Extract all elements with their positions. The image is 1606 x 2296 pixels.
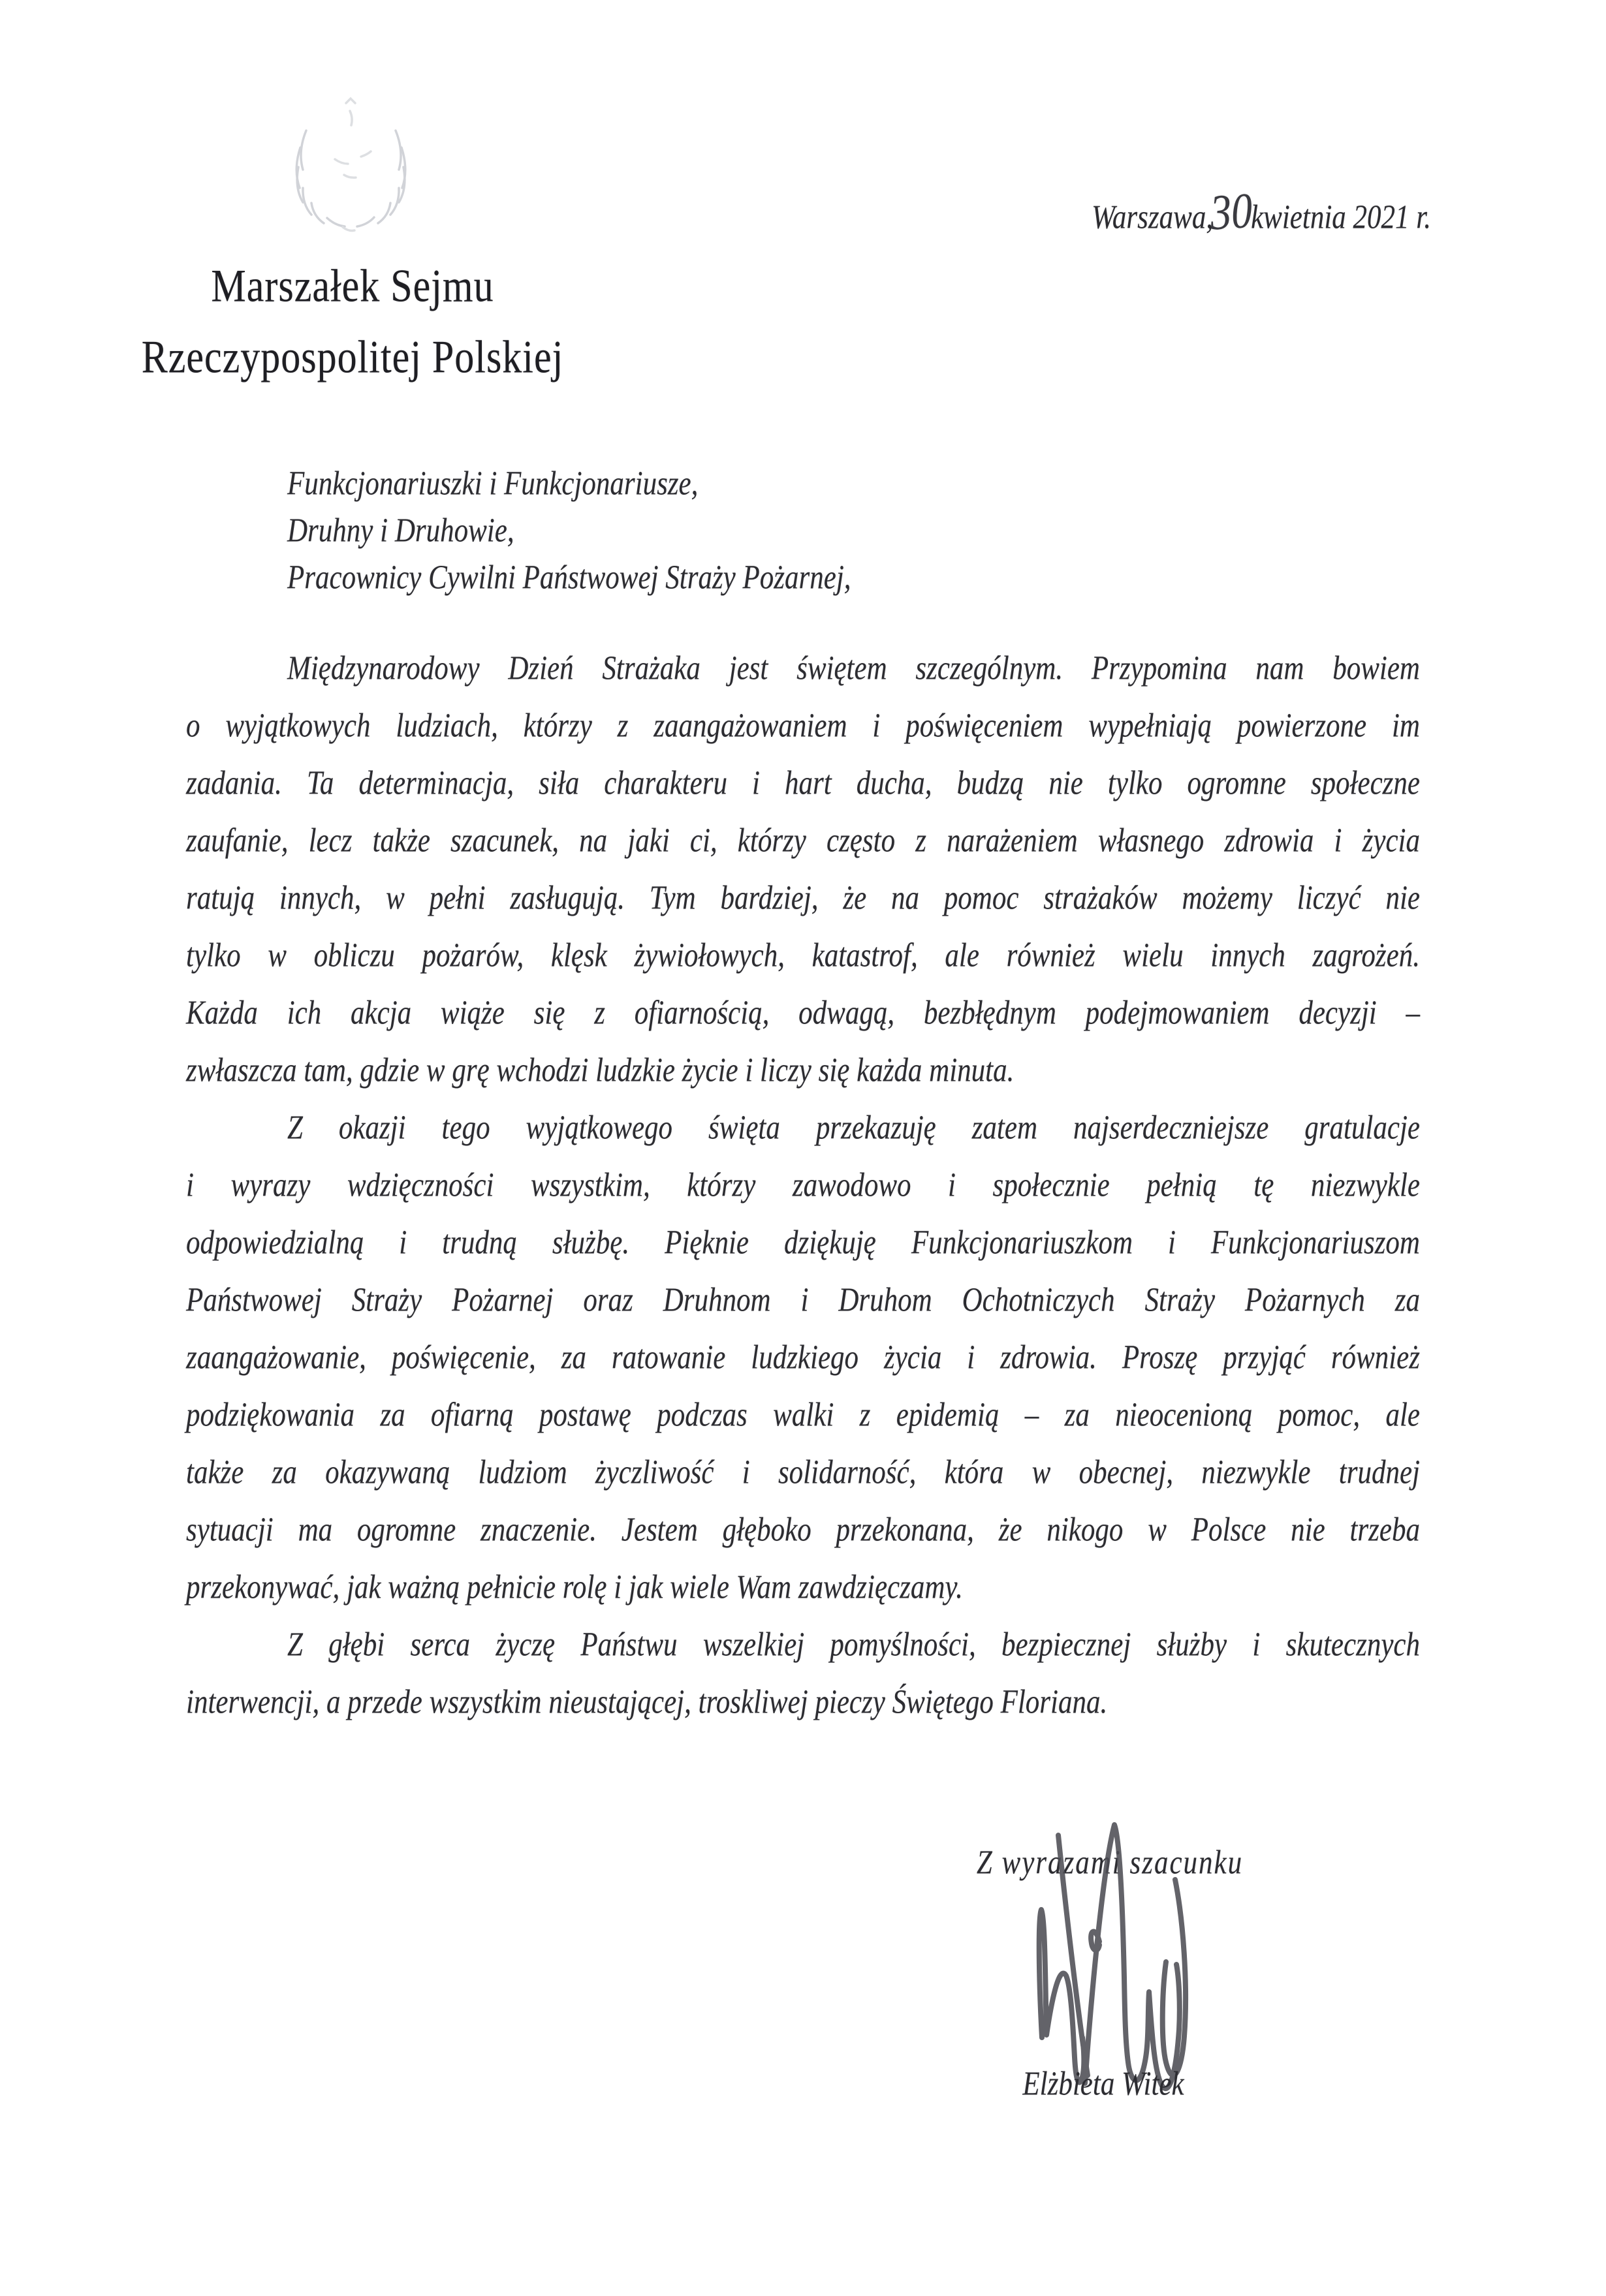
body-line: sytuacji ma ogromne znaczenie. Jestem głęboko przekonana, że nikogo w Polsce nie trzeba (186, 1512, 1420, 1549)
body-line: przekonywać, jak ważną pełnicie rolę i jak wiele Wam zawdzięczamy. (186, 1569, 963, 1606)
dateline-handwritten-day: 30 (1209, 182, 1253, 241)
body-line: zwłaszcza tam, gdzie w grę wchodzi ludzkie życie i liczy się każda minuta. (186, 1052, 1015, 1089)
body-line: i wyrazy wdzięczności wszystkim, którzy zawodowo i społecznie pełnią tę niezwykle (186, 1167, 1420, 1204)
body-line: Państwowej Straży Pożarnej oraz Druhnom i Druhom Ochotniczych Straży Pożarnych za (186, 1282, 1420, 1319)
salutation-block (287, 461, 1005, 602)
signer-name: Elżbieta Witek (1022, 2066, 1184, 2103)
polish-eagle-watermark-icon (284, 97, 418, 237)
salutation-line: Pracownicy Cywilni Państwowej Straży Pożarnej, (287, 559, 851, 597)
letter-body (186, 640, 1420, 1731)
body-line: zaufanie, lecz także szacunek, na jaki ci, którzy często z narażeniem własnego zdrowia i życia (186, 822, 1420, 860)
body-line: także za okazywaną ludziom życzliwość i solidarność, która w obecnej, niezwykle trudnej (186, 1454, 1420, 1491)
body-line: zaangażowanie, poświęcenie, za ratowanie ludzkiego życia i zdrowia. Proszę przyjąć również (186, 1339, 1420, 1376)
body-line: Międzynarodowy Dzień Strażaka jest świętem szczególnym. Przypomina nam bowiem (287, 650, 1420, 687)
paragraph (186, 1100, 1420, 1617)
closing-phrase: Z wyrazami szacunku (976, 1844, 1244, 1882)
dateline (1092, 182, 1431, 254)
body-line: odpowiedzialną i trudną służbę. Pięknie dziękuję Funkcjonariuszkom i Funkcjonariuszom (186, 1224, 1420, 1262)
body-line: interwencji, a przede wszystkim nieustającej, troskliwej pieczy Świętego Floriana. (186, 1684, 1108, 1721)
body-line: Z głębi serca życzę Państwu wszelkiej pomyślności, bezpiecznej służby i skutecznych (287, 1626, 1420, 1664)
body-line: zadania. Ta determinacja, siła charakteru i hart ducha, budzą nie tylko ogromne społeczne (186, 765, 1420, 802)
paragraph (186, 1617, 1420, 1731)
dateline-city: Warszawa, (1092, 199, 1214, 236)
letterhead-title-line2: Rzeczypospolitej Polskiej (141, 332, 564, 382)
body-line: Każda ich akcja wiąże się z ofiarnością, odwagą, bezbłędnym podejmowaniem decyzji – (186, 995, 1420, 1032)
body-line: ratują innych, w pełni zasługują. Tym bardziej, że na pomoc strażaków możemy liczyć nie (186, 880, 1420, 917)
dateline-rest: kwietnia 2021 r. (1251, 199, 1431, 236)
body-line: Z okazji tego wyjątkowego święta przekazuję zatem najserdeczniejsze gratulacje (287, 1109, 1420, 1147)
salutation-line: Druhny i Druhowie, (287, 512, 514, 550)
letterhead-title-line1: Marszałek Sejmu (211, 260, 494, 311)
body-line: podziękowania za ofiarną postawę podczas walki z epidemią – za nieocenioną pomoc, ale (186, 1397, 1420, 1434)
salutation-line: Funkcjonariuszki i Funkcjonariusze, (287, 465, 699, 503)
body-line: o wyjątkowych ludziach, którzy z zaangażowaniem i poświęceniem wypełniają powierzone im (186, 707, 1420, 745)
paragraph (186, 640, 1420, 1100)
body-line: tylko w obliczu pożarów, klęsk żywiołowych, katastrof, ale również wielu innych zagrożeń. (186, 937, 1420, 974)
